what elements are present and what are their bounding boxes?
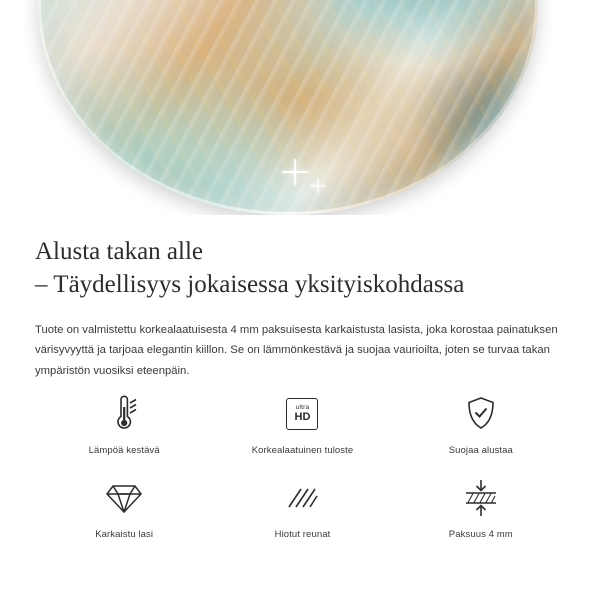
feature-item-tempered-glass xyxy=(35,476,213,554)
feature-label: Hiotut reunat xyxy=(274,529,331,540)
thickness-icon xyxy=(462,476,500,520)
headline-line-2: – Täydellisyys jokaisessa yksityiskohdassa xyxy=(35,271,465,299)
polished-edges-icon xyxy=(283,476,321,520)
plate-edge-highlight xyxy=(38,0,538,215)
ultra-hd-icon: ultra HD xyxy=(286,392,318,436)
marble-glass-plate-image xyxy=(38,0,538,215)
content-section xyxy=(0,215,600,382)
feature-item-high-quality-print xyxy=(213,392,391,470)
feature-grid xyxy=(35,392,570,554)
body-paragraph: Tuote on valmistettu korkealaatuisesta 4 mm paksuisesta karkaistusta lasista, joka korostaa painatuksen värisyvyyttä ja tarjoaa elegantin kiillon. Se on lämmönkestävä ja suojaa vaurioilta, joten se turvaa takan ympäristön vuosiksi eteenpäin. xyxy=(35,323,558,378)
feature-label: Karkaistu lasi xyxy=(95,529,154,540)
feature-item-polished-edges xyxy=(213,476,391,554)
shield-check-icon xyxy=(464,392,498,436)
headline-line-1: Alusta takan alle xyxy=(35,238,203,265)
feature-item-surface-protection xyxy=(392,392,570,470)
feature-item-heat-resistant xyxy=(35,392,213,470)
feature-item-thickness xyxy=(392,476,570,554)
page-title xyxy=(35,235,575,302)
feature-label: Korkealaatuinen tuloste xyxy=(251,445,354,456)
feature-label: Suojaa alustaa xyxy=(448,445,513,456)
feature-label: Paksuus 4 mm xyxy=(448,529,513,540)
hero-image-section xyxy=(0,0,600,215)
feature-label: Lämpöä kestävä xyxy=(88,445,160,456)
diamond-icon xyxy=(105,476,143,520)
thermometer-icon xyxy=(107,392,141,436)
